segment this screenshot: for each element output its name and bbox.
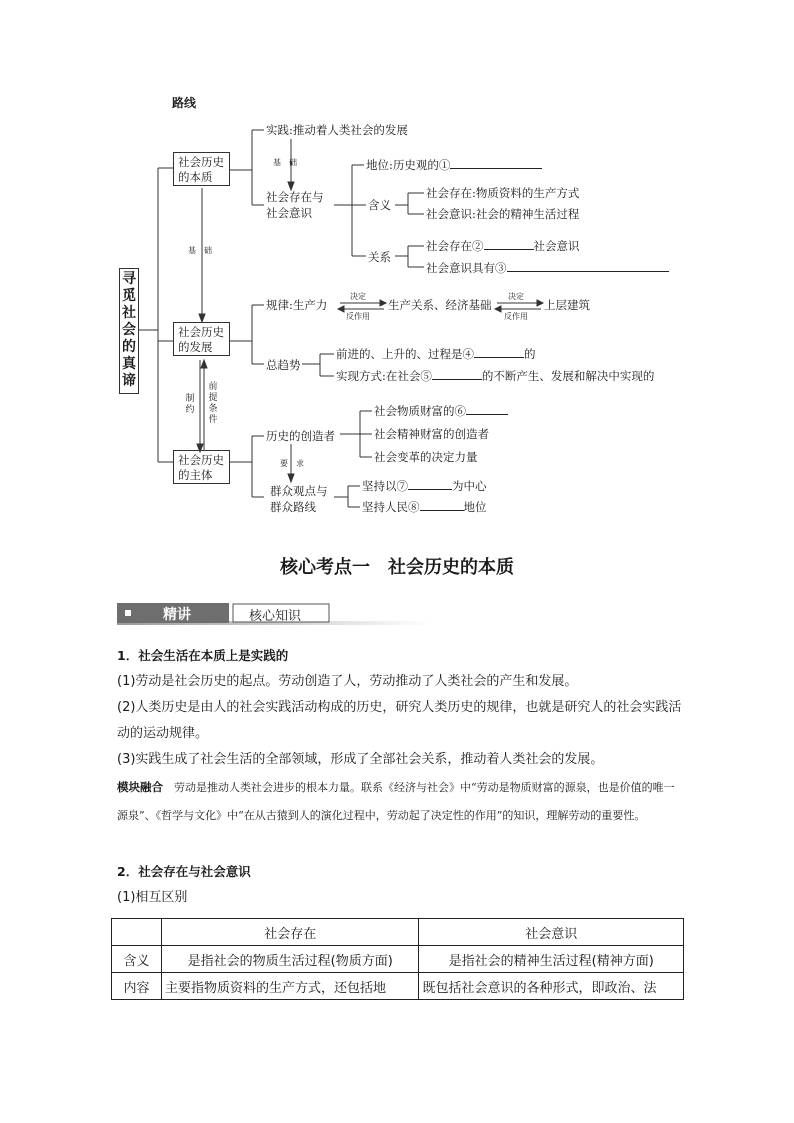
banner-label: 核心知识 [249,609,302,624]
practice-text: 实践:推动着人类社会的发展 [266,123,408,137]
mass-line2: 群众路线 [270,500,316,514]
require-label: 要 求 [280,459,304,468]
node-development [173,322,230,356]
paragraph-1: (1)劳动是社会历史的起点。劳动创造了人，劳动推动了人类社会的产生和发展。 [117,674,578,689]
fusion-label: 模块融合 [117,780,163,794]
trend-a-suffix: 的 [524,347,536,361]
node-subject-line1: 社会历史 [178,453,224,467]
precondition-label: 前提条件 [208,382,218,425]
blank-2 [484,239,534,250]
blank-8 [420,500,464,511]
heading-2: 2．社会存在与社会意识 [117,864,251,879]
blank-4 [474,347,524,358]
table-header-cell [112,919,162,946]
status-label: 地位:历史观的① [366,158,451,172]
table-header-row [112,919,684,946]
heading-1: 1．社会生活在本质上是实践的 [117,648,289,663]
trend-label: 总趋势 [266,358,301,372]
relation-a-prefix: 社会存在② [426,239,484,253]
section-banner [117,603,431,625]
relation-b-label: 社会意识具有③ [426,261,507,275]
mass-b-suffix: 地位 [463,500,487,514]
creator-c: 社会变革的决定力量 [374,450,478,464]
table-cell: 是指社会的精神生活过程(精神方面) [419,946,684,973]
trend-a-prefix: 前进的、上升的、过程是④ [336,347,474,361]
trend-b [336,369,654,383]
fusion-text: 劳动是推动人类社会进步的根本力量。联系《经济与社会》中“劳动是物质财富的源泉，也是价值的唯一源泉”、《哲学与文化》中“在从古猿到人的演化过程中，劳动起了决定性的作用”的知识，理解劳动的重要性。 [117,781,675,822]
blank-6 [466,404,508,415]
paragraph-3: (3)实践生成了社会生活的全部领域，形成了全部社会关系，推动着人类社会的发展。 [117,752,604,767]
relation-a-suffix: 社会意识 [533,239,580,253]
node-development-line1: 社会历史 [178,325,224,339]
table-cell: 含义 [112,946,162,973]
mass-a-prefix: 坚持以⑦ [362,479,408,493]
basis-label-1: 基 础 [273,158,297,167]
root-char: 社 [122,305,136,321]
basis-label-2: 基 础 [188,246,212,255]
top-label: 路线 [172,96,197,110]
root-char: 谛 [122,373,136,389]
node-essence-line2: 的本质 [178,170,213,184]
creator-b: 社会精神财富的创造者 [374,427,489,441]
section-title: 核心考点一 社会历史的本质 [280,557,514,578]
banner-tag: 精讲 [163,607,191,623]
react-label-2: 反作用 [504,312,528,321]
table-cell: 是指社会的物质生活过程(物质方面) [161,946,419,973]
root-char: 真 [122,356,136,372]
blank-1 [450,158,542,169]
table-cell: 内容 [112,973,162,1000]
react-label-1: 反作用 [346,312,370,321]
trend-b-prefix: 实现方式:在社会⑤ [336,369,432,383]
paragraph-2: (2)人类历史是由人的社会实践活动构成的历史，研究人类历史的规律，也就是研究人的社会实践活动的运动规律。 [117,700,682,741]
relation-label: 关系 [368,250,391,264]
creator-label: 历史的创造者 [266,429,335,443]
decide-label-1: 决定 [350,292,366,301]
trend-a [336,347,536,361]
decide-label-2: 决定 [508,292,524,301]
table-row [112,973,684,1000]
root-char: 的 [122,339,136,355]
trend-b-suffix: 的不断产生、发展和解决中实现的 [481,369,655,383]
being-consciousness-line1: 社会存在与 [266,190,324,204]
node-essence [173,152,230,186]
relation-a [426,239,580,253]
meaning-consciousness: 社会意识:社会的精神生活过程 [426,207,580,221]
root-char: 会 [122,322,136,338]
subheading-1: (1)相互区别 [117,890,188,905]
law-middle: 生产关系、经济基础 [388,298,492,312]
root-char: 寻 [122,271,136,287]
node-subject-line2: 的主体 [178,468,213,482]
root-char: 觅 [122,288,136,304]
restrict-label: 制约 [185,394,195,415]
table-row [112,946,684,973]
creator-a-label: 社会物质财富的⑥ [374,404,466,418]
mass-b [362,500,487,514]
law-suffix: 上层建筑 [544,298,590,312]
status-text [366,158,542,172]
fusion-paragraph [117,773,683,830]
table-header-cell: 社会意识 [419,919,684,946]
mass-line1: 群众观点与 [270,484,328,498]
node-development-line2: 的发展 [178,340,213,354]
root-node [119,268,139,394]
table-cell: 主要指物质资料的生产方式，还包括地 [161,973,419,1000]
node-subject [173,450,230,484]
being-consciousness-line2: 社会意识 [266,206,312,220]
blank-5 [432,369,482,380]
meaning-being: 社会存在:物质资料的生产方式 [426,186,580,200]
creator-a [374,404,508,418]
blank-7 [408,479,452,490]
comparison-table [111,918,684,1000]
law-prefix: 规律:生产力 [266,298,328,312]
relation-b [426,261,669,275]
mass-a [362,479,487,493]
node-essence-line1: 社会历史 [178,155,224,169]
table-header-cell: 社会存在 [161,919,419,946]
mass-b-prefix: 坚持人民⑧ [362,500,420,514]
table-cell: 既包括社会意识的各种形式，即政治、法 [419,973,684,1000]
blank-3 [507,261,669,272]
mass-a-suffix: 为中心 [452,479,487,493]
meaning-label: 含义 [368,198,391,212]
